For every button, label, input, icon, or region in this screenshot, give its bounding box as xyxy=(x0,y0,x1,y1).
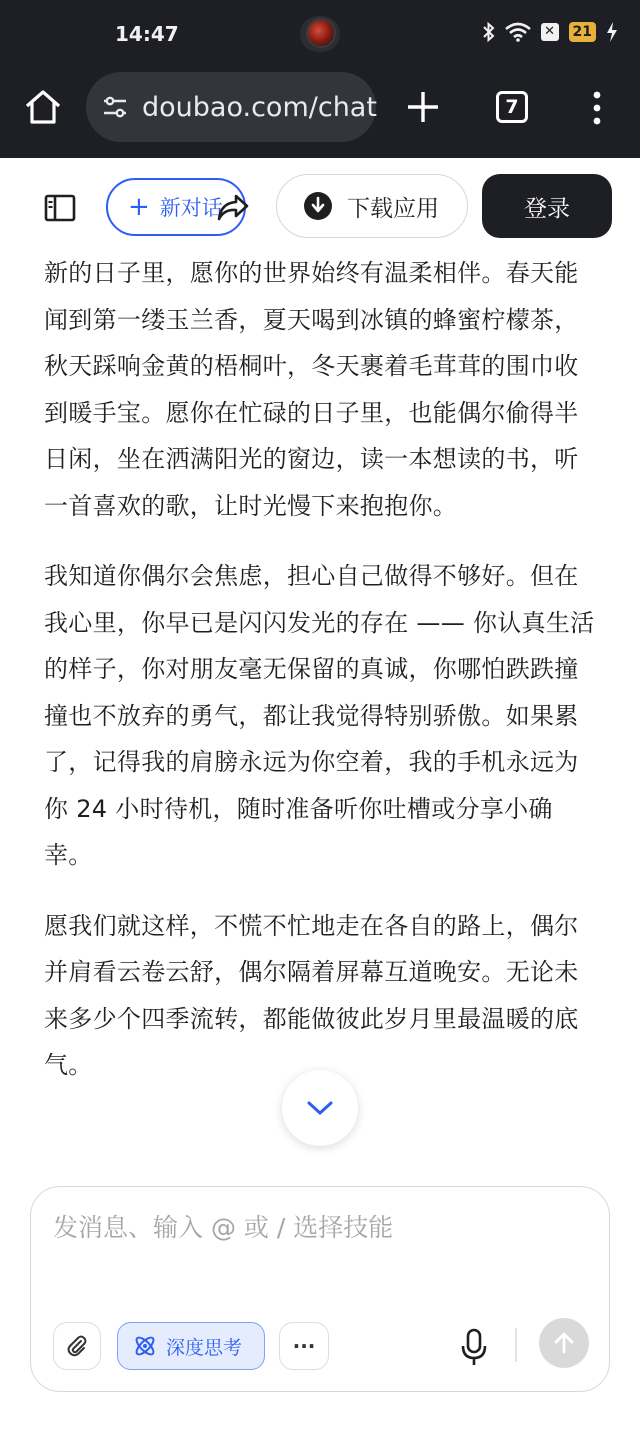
composer-divider xyxy=(515,1328,517,1362)
new-tab-icon[interactable] xyxy=(404,88,442,126)
message-paragraph: 愿我们就这样，不慌不忙地走在各自的路上，偶尔并肩看云卷云舒，偶尔隔着屏幕互道晚安。无论未来多少个四季流转，都能做彼此岁月里最温暖的底气。 xyxy=(44,911,579,1079)
deep-think-label: 深度思考 xyxy=(166,1336,243,1359)
login-button[interactable]: 登录 xyxy=(482,174,612,238)
scroll-to-bottom-button[interactable] xyxy=(282,1070,358,1146)
charging-icon xyxy=(606,22,618,42)
attach-button[interactable] xyxy=(53,1322,101,1370)
message-paragraph: 新的日子里，愿你的世界始终有温柔相伴。春天能闻到第一缕玉兰香，夏天喝到冰镇的蜂蜜柠檬茶，秋天踩响金黄的梧桐叶，冬天裹着毛茸茸的围巾收到暖手宝。愿你在忙碌的日子里，也能偶尔偷得半日闲，坐在洒满阳光的窗边，读一本想读的书，听一首喜欢的歌，让时光慢下来抱抱你。 xyxy=(44,259,579,520)
share-icon[interactable] xyxy=(216,190,250,224)
address-bar[interactable] xyxy=(86,72,376,142)
message-composer xyxy=(30,1186,610,1392)
status-time: 14:47 xyxy=(115,22,179,46)
more-vert-icon[interactable] xyxy=(585,88,609,128)
battery-level: 21 xyxy=(569,22,596,42)
download-app-button[interactable] xyxy=(276,174,468,238)
paperclip-icon xyxy=(65,1334,89,1358)
message-paragraph: 我知道你偶尔会焦虑，担心自己做得不够好。但在我心里，你早已是闪闪发光的存在 —— 你认真生活的样子，你对朋友毫无保留的真诚，你哪怕跌跌撞撞也不放弃的勇气，都让我觉得特别骄傲。如果累了，记得我的肩膀永远为你空着，我的手机永远为你 24 小时待机，随时准备听你吐槽或分享小确幸。 xyxy=(44,562,595,869)
tab-switcher-button[interactable]: 7 xyxy=(496,91,528,123)
bluetooth-icon xyxy=(483,22,495,42)
browser-chrome xyxy=(0,0,640,158)
send-button[interactable] xyxy=(539,1318,589,1368)
chevron-down-icon xyxy=(306,1099,334,1117)
site-settings-icon[interactable] xyxy=(100,92,130,122)
new-chat-label: 新对话 xyxy=(159,196,223,220)
home-icon[interactable] xyxy=(22,86,64,128)
message-input[interactable] xyxy=(53,1213,573,1242)
deep-think-toggle[interactable] xyxy=(117,1322,265,1370)
camera-cutout xyxy=(300,16,340,52)
plus-icon: + xyxy=(128,192,150,222)
url-text[interactable]: doubao.com/chat xyxy=(142,91,377,123)
app-toolbar xyxy=(0,158,640,254)
atom-icon xyxy=(132,1333,158,1359)
download-app-label: 下载应用 xyxy=(347,195,439,222)
more-skills-button[interactable]: ··· xyxy=(279,1322,329,1370)
new-chat-clip xyxy=(106,178,223,236)
status-icons xyxy=(483,22,618,42)
notification-x-icon: ✕ xyxy=(541,23,559,41)
arrow-up-icon xyxy=(553,1331,575,1355)
assistant-message xyxy=(44,250,596,1089)
wifi-icon xyxy=(505,22,531,42)
sidebar-toggle-icon[interactable] xyxy=(44,194,76,222)
microphone-icon[interactable] xyxy=(459,1327,489,1367)
download-icon xyxy=(303,191,333,221)
